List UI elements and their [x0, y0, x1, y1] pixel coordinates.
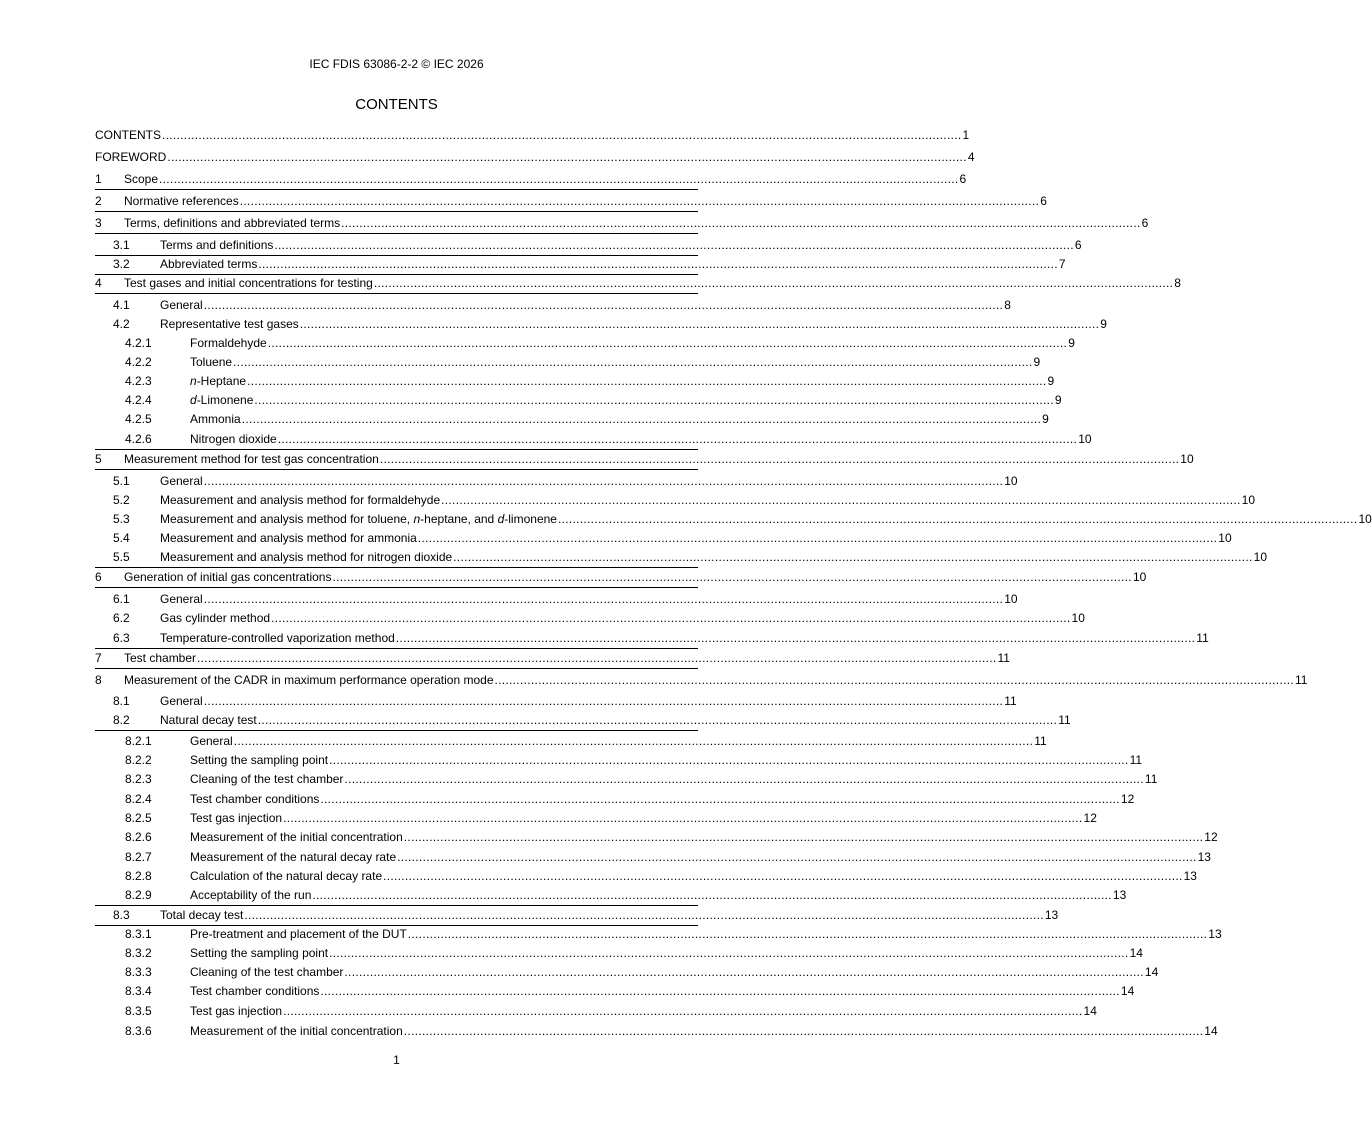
toc-page-number: 13 [1197, 850, 1211, 864]
toc-entry[interactable] [95, 712, 1071, 728]
page-number: 1 [393, 1053, 400, 1067]
toc-section-title: Natural decay test [160, 713, 257, 727]
dot-leader: ............................................................................................................................................................................................................................ [494, 673, 1294, 687]
toc-page-number: 11 [1196, 631, 1209, 645]
dot-leader: ............................................................................................................................................................................................................................ [329, 753, 1129, 767]
toc-page-number: 12 [1120, 792, 1135, 806]
toc-page-number: 11 [1294, 673, 1308, 687]
toc-rule [95, 233, 698, 234]
toc-entry[interactable] [95, 392, 1062, 408]
dot-leader: ............................................................................................................................................................................................................................ [257, 713, 1058, 727]
toc-section-title: Measurement of the initial concentration [190, 830, 403, 844]
toc-entry[interactable] [95, 983, 1135, 999]
toc-entry[interactable] [95, 127, 970, 143]
toc-section-title: Test gas injection [190, 1004, 283, 1018]
toc-page-number: 11 [1034, 734, 1047, 748]
toc-section-title: Test chamber conditions [190, 792, 320, 806]
dot-leader: ............................................................................................................................................................................................................................ [241, 412, 1042, 426]
toc-section-number: 8.2.2 [125, 753, 152, 767]
toc-page-number: 1 [962, 128, 970, 142]
toc-page-number: 11 [1144, 772, 1158, 786]
toc-entry[interactable] [95, 530, 1232, 546]
dot-leader: ............................................................................................................................................................................................................................ [254, 393, 1054, 407]
toc-page-number: 13 [1112, 888, 1127, 902]
dot-leader: ............................................................................................................................................................................................................................ [379, 452, 1180, 466]
toc-entry[interactable] [95, 354, 1041, 370]
dot-leader: ............................................................................................................................................................................................................................ [162, 128, 962, 142]
dot-leader: ............................................................................................................................................................................................................................ [167, 150, 967, 164]
toc-entry[interactable] [95, 849, 1211, 865]
toc-section-number: 4.2.4 [125, 393, 152, 407]
toc-entry[interactable] [95, 926, 1222, 942]
toc-page-number: 13 [1183, 869, 1197, 883]
toc-entry[interactable] [95, 275, 1181, 291]
toc-entry[interactable] [95, 829, 1218, 845]
toc-entry[interactable] [95, 810, 1097, 826]
toc-page-number: 11 [1004, 694, 1017, 708]
toc-section-title: d-Limonene [190, 393, 254, 407]
toc-section-title: Measurement of the natural decay rate [190, 850, 397, 864]
dot-leader: ............................................................................................................................................................................................................................ [233, 734, 1034, 748]
toc-section-title: Total decay test [160, 908, 244, 922]
toc-entry[interactable] [95, 237, 1082, 253]
dot-leader: ............................................................................................................................................................................................................................ [329, 946, 1129, 960]
dot-leader: ............................................................................................................................................................................................................................ [453, 550, 1253, 564]
toc-section-number: 8.3.2 [125, 946, 152, 960]
toc-rule [95, 905, 698, 906]
toc-section-number: 5.1 [113, 474, 130, 488]
toc-entry[interactable] [95, 549, 1268, 565]
toc-page-number: 10 [1071, 611, 1085, 625]
toc-section-title: Formaldehyde [190, 336, 267, 350]
toc-entry[interactable] [95, 411, 1049, 427]
toc-page-number: 9 [1042, 412, 1049, 426]
toc-section-number: 8.3.5 [125, 1004, 152, 1018]
toc-section-number: 8.2.5 [125, 811, 152, 825]
toc-section-title: Generation of initial gas concentrations [124, 570, 332, 584]
toc-section-title: Measurement and analysis method for formaldehyde [160, 493, 441, 507]
toc-rule [95, 293, 698, 294]
dot-leader: ............................................................................................................................................................................................................................ [159, 172, 959, 186]
toc-entry[interactable] [95, 511, 1372, 527]
toc-entry[interactable] [95, 316, 1107, 332]
toc-section-title: n-Heptane [190, 374, 247, 388]
dot-leader: ............................................................................................................................................................................................................................ [267, 336, 1068, 350]
toc-entry[interactable] [95, 868, 1197, 884]
toc-entry[interactable] [95, 451, 1194, 467]
toc-section-number: 8.2.7 [125, 850, 152, 864]
toc-entry[interactable] [95, 149, 975, 165]
toc-section-number: 8.3.1 [125, 927, 152, 941]
toc-section-number: 4.2.5 [125, 412, 152, 426]
toc-section-title: Calculation of the natural decay rate [190, 869, 383, 883]
dot-leader: ............................................................................................................................................................................................................................ [258, 257, 1058, 271]
toc-section-number: 5.4 [113, 531, 130, 545]
dot-leader: ............................................................................................................................................................................................................................ [299, 317, 1100, 331]
toc-section-number: 2 [95, 194, 102, 208]
toc-page-number: 6 [959, 172, 967, 186]
toc-section-number: 4.2.1 [125, 336, 152, 350]
toc-section-title: Measurement and analysis method for nitrogen dioxide [160, 550, 453, 564]
toc-section-number: 8.2.1 [125, 734, 152, 748]
toc-section-title: Normative references [124, 194, 239, 208]
toc-entry[interactable] [95, 672, 1308, 688]
toc-section-title: Setting the sampling point [190, 753, 329, 767]
dot-leader: ............................................................................................................................................................................................................................ [397, 850, 1197, 864]
toc-rule [95, 189, 698, 190]
toc-entry[interactable] [95, 335, 1075, 351]
toc-section-title: Representative test gases [160, 317, 299, 331]
toc-section-number: 5.5 [113, 550, 130, 564]
toc-page-number: 10 [1004, 592, 1018, 606]
toc-section-title: Nitrogen dioxide [190, 432, 277, 446]
toc-section-number: 6 [95, 570, 102, 584]
toc-section-number: 8.3.6 [125, 1024, 152, 1038]
toc-page-number: 13 [1208, 927, 1222, 941]
toc-section-title: Measurement method for test gas concentration [124, 452, 379, 466]
toc-page-number: 9 [1054, 393, 1062, 407]
toc-section-title: CONTENTS [95, 128, 161, 142]
toc-entry[interactable] [95, 492, 1255, 508]
toc-section-number: 8.3.3 [125, 965, 152, 979]
toc-page-number: 9 [1068, 336, 1075, 350]
dot-leader: ............................................................................................................................................................................................................................ [344, 965, 1144, 979]
toc-section-title: Abbreviated terms [160, 257, 258, 271]
toc-section-title: Test chamber conditions [190, 984, 320, 998]
toc-page-number: 11 [997, 651, 1010, 665]
toc-section-number: 1 [95, 172, 102, 186]
dot-leader: ............................................................................................................................................................................................................................ [312, 888, 1112, 902]
toc-entry[interactable] [95, 171, 967, 187]
dot-leader: ............................................................................................................................................................................................................................ [320, 792, 1120, 806]
toc-section-number: 6.1 [113, 592, 130, 606]
toc-entry[interactable] [95, 473, 1018, 489]
page-title: CONTENTS [355, 96, 438, 113]
toc-page-number: 6 [1074, 238, 1082, 252]
toc-section-number: 3.2 [113, 257, 130, 271]
dot-leader: ............................................................................................................................................................................................................................ [239, 194, 1040, 208]
toc-entry[interactable] [95, 964, 1159, 980]
toc-entry[interactable] [95, 215, 1149, 231]
toc-entry[interactable] [95, 733, 1047, 749]
toc-section-title: Test gas injection [190, 811, 283, 825]
dot-leader: ............................................................................................................................................................................................................................ [283, 1004, 1083, 1018]
toc-page-number: 8 [1004, 298, 1011, 312]
toc-section-number: 5.2 [113, 493, 130, 507]
toc-section-title: FOREWORD [95, 150, 167, 164]
toc-section-number: 8.2.6 [125, 830, 152, 844]
toc-section-title: Cleaning of the test chamber [190, 772, 344, 786]
dot-leader: ............................................................................................................................................................................................................................ [403, 1024, 1204, 1038]
dot-leader: ............................................................................................................................................................................................................................ [407, 927, 1208, 941]
toc-section-title: Terms and definitions [160, 238, 274, 252]
toc-page-number: 11 [1058, 713, 1071, 727]
toc-page-number: 14 [1204, 1024, 1218, 1038]
toc-section-title: Acceptability of the run [190, 888, 312, 902]
toc-section-title: Gas cylinder method [160, 611, 271, 625]
toc-entry[interactable] [95, 373, 1055, 389]
dot-leader: ............................................................................................................................................................................................................................ [344, 772, 1144, 786]
toc-entry[interactable] [95, 907, 1059, 923]
toc-section-number: 4.2.6 [125, 432, 152, 446]
toc-page-number: 9 [1047, 374, 1055, 388]
toc-section-number: 4.1 [113, 298, 130, 312]
toc-entry[interactable] [95, 791, 1135, 807]
toc-section-number: 8.3.4 [125, 984, 152, 998]
toc-page-number: 14 [1083, 1004, 1097, 1018]
toc-section-number: 3 [95, 216, 102, 230]
toc-section-title: Temperature-controlled vaporization method [160, 631, 395, 645]
toc-section-number: 8.2.9 [125, 888, 152, 902]
toc-page-number: 9 [1100, 317, 1107, 331]
toc-entry[interactable] [95, 887, 1127, 903]
toc-section-title: General [160, 694, 203, 708]
toc-rule [95, 449, 698, 450]
dot-leader: ............................................................................................................................................................................................................................ [203, 474, 1004, 488]
toc-page-number: 10 [1004, 474, 1018, 488]
toc-section-title: Test gases and initial concentrations for testing [124, 276, 373, 290]
toc-section-title: General [160, 298, 203, 312]
toc-rule [95, 648, 698, 649]
toc-rule [95, 730, 698, 731]
toc-entry[interactable] [95, 650, 1010, 666]
toc-page-number: 11 [1129, 753, 1143, 767]
toc-rule [95, 668, 698, 669]
toc-entry[interactable] [95, 771, 1158, 787]
toc-rule [95, 587, 698, 588]
toc-section-number: 8.2.4 [125, 792, 152, 806]
toc-page-number: 10 [1180, 452, 1194, 466]
toc-rule [95, 567, 698, 568]
dot-leader: ............................................................................................................................................................................................................................ [203, 592, 1004, 606]
toc-section-number: 3.1 [113, 238, 130, 252]
toc-section-title: General [160, 592, 203, 606]
toc-section-title: Measurement of the CADR in maximum performance operation mode [124, 673, 494, 687]
toc-section-title: Measurement and analysis method for toluene, n-heptane, and d-limonene [160, 512, 557, 526]
toc-entry[interactable] [95, 256, 1066, 272]
document-header: IEC FDIS 63086-2-2 © IEC 2026 [309, 57, 484, 71]
dot-leader: ............................................................................................................................................................................................................................ [233, 355, 1033, 369]
dot-leader: ............................................................................................................................................................................................................................ [277, 432, 1078, 446]
dot-leader: ............................................................................................................................................................................................................................ [383, 869, 1183, 883]
toc-page-number: 14 [1144, 965, 1159, 979]
toc-page-number: 10 [1218, 531, 1232, 545]
toc-entry[interactable] [95, 1023, 1218, 1039]
toc-rule [95, 211, 698, 212]
toc-section-number: 6.2 [113, 611, 130, 625]
dot-leader: ............................................................................................................................................................................................................................ [332, 570, 1132, 584]
toc-section-number: 7 [95, 651, 102, 665]
toc-section-title: Test chamber [124, 651, 197, 665]
toc-section-number: 8.2.8 [125, 869, 152, 883]
toc-section-title: Toluene [190, 355, 233, 369]
dot-leader: ............................................................................................................................................................................................................................ [197, 651, 997, 665]
toc-entry[interactable] [95, 610, 1085, 626]
toc-page-number: 12 [1083, 811, 1097, 825]
toc-page-number: 13 [1044, 908, 1059, 922]
toc-section-number: 5 [95, 452, 102, 466]
toc-page-number: 14 [1120, 984, 1135, 998]
dot-leader: ............................................................................................................................................................................................................................ [417, 531, 1218, 545]
dot-leader: ............................................................................................................................................................................................................................ [341, 216, 1141, 230]
toc-entry[interactable] [95, 945, 1143, 961]
toc-section-title: General [190, 734, 233, 748]
toc-page-number: 14 [1129, 946, 1143, 960]
toc-section-title: Pre-treatment and placement of the DUT [190, 927, 407, 941]
toc-entry[interactable] [95, 297, 1011, 313]
toc-section-title: Setting the sampling point [190, 946, 329, 960]
dot-leader: ............................................................................................................................................................................................................................ [244, 908, 1044, 922]
toc-page-number: 7 [1058, 257, 1066, 271]
toc-page-number: 6 [1141, 216, 1149, 230]
dot-leader: ............................................................................................................................................................................................................................ [395, 631, 1196, 645]
dot-leader: ............................................................................................................................................................................................................................ [441, 493, 1241, 507]
toc-section-number: 8.2.3 [125, 772, 152, 786]
dot-leader: ............................................................................................................................................................................................................................ [203, 298, 1004, 312]
toc-section-number: 4.2.2 [125, 355, 152, 369]
toc-section-number: 4.2.3 [125, 374, 152, 388]
toc-section-title: Terms, definitions and abbreviated terms [124, 216, 341, 230]
dot-leader: ............................................................................................................................................................................................................................ [203, 694, 1004, 708]
toc-section-number: 8.1 [113, 694, 130, 708]
toc-entry[interactable] [95, 193, 1047, 209]
toc-section-title: Measurement and analysis method for ammonia [160, 531, 417, 545]
dot-leader: ............................................................................................................................................................................................................................ [247, 374, 1047, 388]
toc-page-number: 9 [1033, 355, 1041, 369]
toc-section-number: 5.3 [113, 512, 130, 526]
toc-entry[interactable] [95, 1003, 1097, 1019]
toc-section-number: 6.3 [113, 631, 130, 645]
toc-section-number: 4 [95, 276, 102, 290]
toc-section-title: Ammonia [190, 412, 241, 426]
toc-page-number: 12 [1204, 830, 1218, 844]
dot-leader: ............................................................................................................................................................................................................................ [557, 512, 1358, 526]
toc-section-title: Scope [124, 172, 159, 186]
toc-entry[interactable] [95, 630, 1209, 646]
toc-page-number: 10 [1132, 570, 1147, 584]
toc-rule [95, 469, 698, 470]
toc-entry[interactable] [95, 591, 1018, 607]
toc-page-number: 6 [1040, 194, 1047, 208]
toc-section-title: General [160, 474, 203, 488]
dot-leader: ............................................................................................................................................................................................................................ [283, 811, 1083, 825]
dot-leader: ............................................................................................................................................................................................................................ [403, 830, 1204, 844]
toc-section-title: Cleaning of the test chamber [190, 965, 344, 979]
toc-section-number: 8 [95, 673, 102, 687]
dot-leader: ............................................................................................................................................................................................................................ [320, 984, 1120, 998]
toc-page-number: 10 [1078, 432, 1092, 446]
toc-section-number: 8.2 [113, 713, 130, 727]
toc-page-number: 10 [1253, 550, 1268, 564]
toc-page-number: 10 [1358, 512, 1372, 526]
dot-leader: ............................................................................................................................................................................................................................ [271, 611, 1071, 625]
toc-entry[interactable] [95, 431, 1092, 447]
toc-entry[interactable] [95, 693, 1017, 709]
toc-entry[interactable] [95, 752, 1143, 768]
dot-leader: ............................................................................................................................................................................................................................ [373, 276, 1174, 290]
toc-page-number: 4 [967, 150, 975, 164]
dot-leader: ............................................................................................................................................................................................................................ [274, 238, 1074, 252]
toc-section-title: Measurement of the initial concentration [190, 1024, 403, 1038]
toc-section-number: 4.2 [113, 317, 130, 331]
toc-section-number: 8.3 [113, 908, 130, 922]
toc-page-number: 10 [1241, 493, 1255, 507]
toc-page-number: 8 [1174, 276, 1181, 290]
toc-entry[interactable] [95, 569, 1147, 585]
